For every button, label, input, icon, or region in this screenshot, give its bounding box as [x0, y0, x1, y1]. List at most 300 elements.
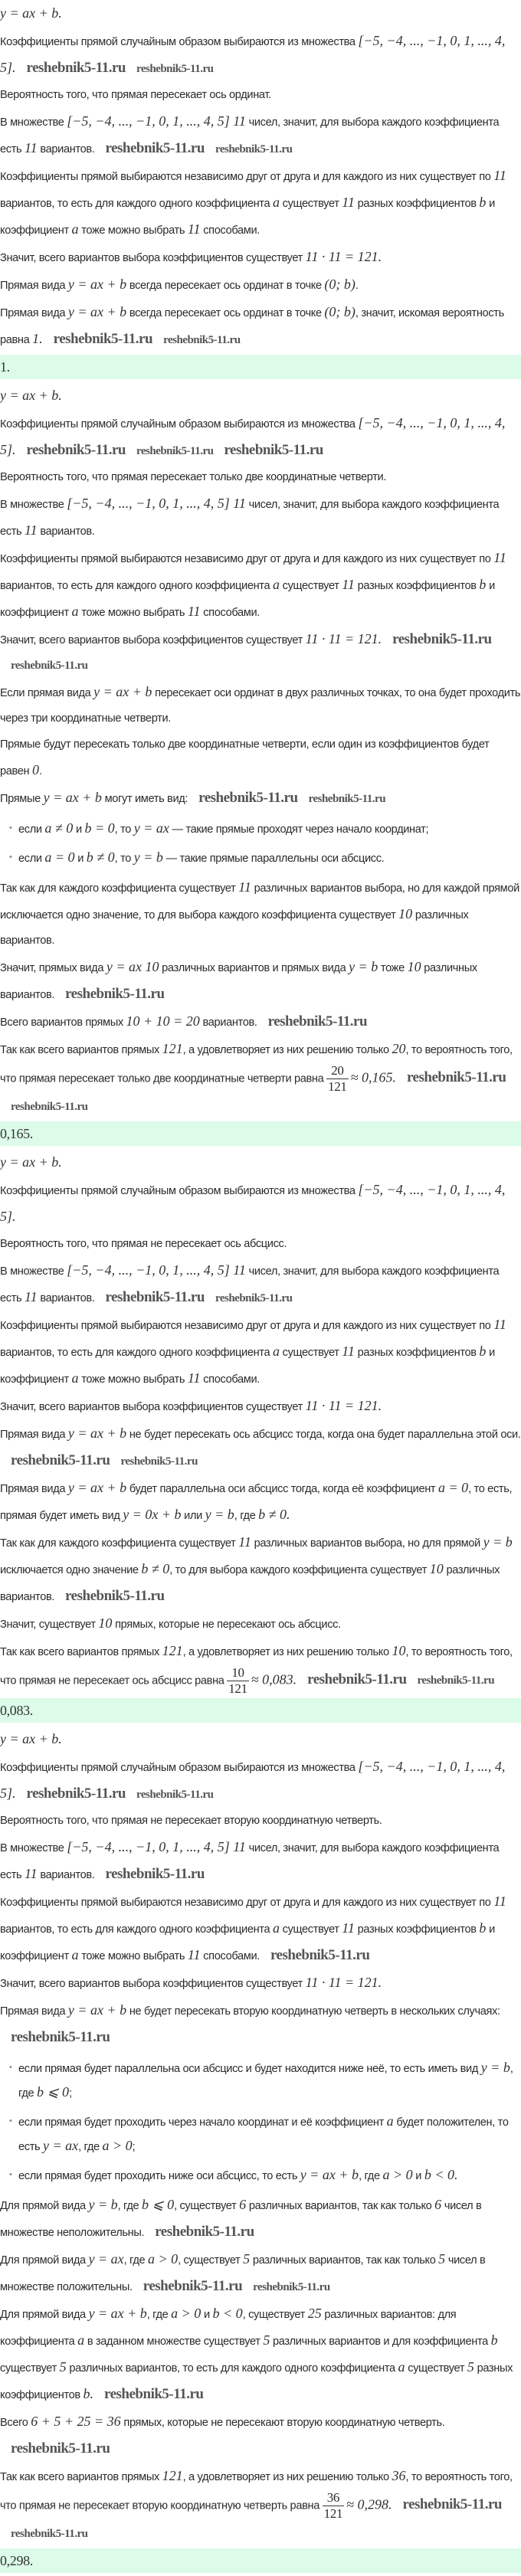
math-expression: y = b [88, 2197, 118, 2212]
math-expression: 1. [32, 331, 43, 346]
math-expression: b = 0 [84, 820, 115, 836]
text-run: Коэффициенты прямой случайным образом выбираются из множества [0, 36, 359, 48]
math-expression: 11 [342, 577, 355, 592]
text-run: будет положителен, то есть [18, 2116, 509, 2153]
text-run: если прямая будет проходить ниже оси абсцисс, то есть [18, 2170, 300, 2182]
text-run: чисел, значит, для выбора каждого коэффициента есть [0, 1842, 500, 1881]
math-expression: 5 [243, 2251, 251, 2267]
paragraph [0, 2463, 521, 2547]
math-expression: [−5, −4, ..., −1, 0, 1, ..., 4, 5] 11 [67, 1839, 246, 1854]
text-run: — такие прямые проходят через начало координат; [169, 823, 429, 836]
text-run: , где [18, 2063, 513, 2100]
math-expression: 10 [429, 1561, 444, 1576]
math-expression: [−5, −4, ..., −1, 0, 1, ..., 4, 5]. [0, 33, 506, 75]
math-expression: 11 [342, 1344, 355, 1359]
text-run: чисел, значит, для выбора каждого коэффициента есть [0, 116, 500, 155]
text-run: прямых, которые не пересекают ось абсцисс. [112, 1619, 341, 1631]
text-run: способами. [200, 1950, 260, 1962]
watermark: reshebnik5-11.ru [215, 143, 293, 155]
math-expression: a [71, 1370, 79, 1386]
paragraph [0, 1835, 521, 1888]
math-expression: 11 [238, 879, 251, 895]
math-expression: 11 [187, 604, 201, 619]
math-expression: b ≠ 0. [258, 1507, 290, 1522]
math-expression: y = ax + b [67, 1425, 127, 1441]
fraction-numerator: 20 [326, 1063, 348, 1079]
math-expression: y = 0x + b [123, 1507, 182, 1522]
text-run: Значит, прямых вида [0, 962, 106, 974]
text-run: , то вероятность того, что прямая пересекает только две координатные четверти равна [0, 1044, 513, 1085]
text-run: разных коэффициентов [354, 580, 480, 592]
text-run: могут иметь вид: [101, 793, 188, 805]
case-list-item [11, 846, 521, 870]
text-run: , значит, искомая вероятность равна [0, 307, 504, 346]
math-expression: a [71, 1947, 79, 1962]
text-run: тоже [378, 962, 408, 974]
paragraph [0, 465, 521, 490]
watermark: reshebnik5-11.ru [104, 2386, 204, 2402]
text-run: Прямые будут пересекать только две координатные четверти, если один из коэффициентов будет равен [0, 738, 490, 777]
text-run: если прямая будет проходить через начало координат и её коэффициент [18, 2116, 387, 2129]
text-run: различных вариантов выбора, но для прямой [251, 1537, 483, 1550]
math-expression: [−5, −4, ..., −1, 0, 1, ..., 4, 5] 11 [67, 113, 246, 129]
math-expression: y = b [480, 2060, 510, 2075]
math-expression: y = ax + b [67, 277, 127, 292]
math-expression: a [77, 2332, 85, 2348]
text-run: будет параллельна оси абсцисс тогда, когда её коэффициент [126, 1483, 438, 1495]
text-run: прямых, которые не пересекают вторую координатную четверть. [120, 2417, 445, 2429]
text-run: , то [114, 853, 134, 865]
text-run: , существует [174, 2200, 240, 2212]
paragraph [0, 411, 521, 464]
text-run: различных вариантов, так как только [246, 2200, 435, 2212]
text-run: существует [0, 2362, 60, 2375]
text-run: Вероятность того, что прямая не пересекает вторую координатную четверть. [0, 1815, 382, 1827]
math-expression: ≈ 0,083. [251, 1671, 297, 1687]
solution-section [0, 1726, 521, 2573]
text-run: Коэффициенты прямой случайным образом выбираются из множества [0, 1185, 359, 1197]
text-run: , то вероятность того, что прямая не пересекает ось абсцисс равна [0, 1646, 513, 1687]
answer-bar: 0,165. [0, 1121, 521, 1146]
watermark: reshebnik5-11.ru [143, 2278, 243, 2294]
watermark: reshebnik5-11.ru [224, 442, 323, 458]
text-run: Прямая вида [0, 1429, 68, 1441]
text-run: чисел, значит, для выбора каждого коэффициента есть [0, 499, 500, 538]
paragraph [0, 244, 521, 271]
text-run: В множестве [0, 499, 67, 511]
math-expression: b [479, 195, 487, 210]
text-run: различных вариантов выбора, но для каждой прямой исключается одно значение, то для выбора каждого коэффициента существует [0, 882, 519, 921]
math-expression: y = ax + b. [0, 388, 62, 403]
math-expression: a [386, 2113, 394, 2129]
text-run: , а удовлетворяет из них решению только [182, 1646, 392, 1658]
paragraph [0, 1258, 521, 1311]
text-run: если [18, 853, 45, 865]
text-run: тоже можно выбрать [78, 1373, 188, 1386]
text-run: чисел в множестве неположительны. [0, 2200, 482, 2239]
text-run: чисел в множестве положительны. [0, 2254, 486, 2293]
equation-line [0, 1149, 521, 1177]
math-expression: a > 0 [147, 2251, 179, 2267]
text-run: Коэффициенты прямой выбираются независимо друг от друга и для каждого из них существует по [0, 553, 494, 565]
text-run: , а удовлетворяет из них решению только [182, 2471, 392, 2483]
math-expression: y = b [349, 959, 378, 974]
watermark: reshebnik5-11.ru [253, 2281, 330, 2293]
watermark: reshebnik5-11.ru [11, 1452, 110, 1468]
text-run: тоже можно выбрать [78, 224, 188, 237]
text-run: В множестве [0, 1842, 67, 1854]
text-run: способами. [200, 1373, 260, 1386]
watermark: reshebnik5-11.ru [65, 1588, 165, 1604]
text-run: Значит, существует [0, 1619, 99, 1631]
text-run: существует [279, 1347, 342, 1359]
math-expression: y = b [133, 849, 163, 865]
text-run: Прямая вида [0, 1483, 68, 1495]
text-run: и коэффициент [0, 1347, 495, 1386]
math-expression: b [479, 577, 487, 592]
paragraph [0, 272, 521, 299]
math-expression: y = ax + b. [0, 1731, 62, 1746]
text-run: вариантов. [37, 1869, 95, 1881]
text-run: различных вариантов. [0, 962, 477, 1001]
fraction-numerator: 10 [227, 1665, 248, 1681]
text-run: Коэффициенты прямой случайным образом выбираются из множества [0, 1762, 359, 1774]
text-run: вариантов, то есть для каждого одного коэффициента [0, 1923, 273, 1936]
fraction [227, 1665, 248, 1697]
text-run: . [38, 765, 42, 777]
paragraph [0, 627, 521, 679]
paragraph [0, 2247, 521, 2300]
math-expression: b < 0 [212, 2306, 243, 2321]
watermark: reshebnik5-11.ru [105, 140, 205, 156]
watermark: reshebnik5-11.ru [392, 631, 492, 647]
math-expression: 10 [98, 1615, 113, 1631]
math-expression: b [479, 1920, 487, 1936]
text-run: и [201, 2309, 213, 2321]
math-expression: 6 [239, 2197, 247, 2212]
math-expression: b ≠ 0 [86, 849, 115, 865]
text-run: и коэффициент [0, 580, 495, 619]
watermark: reshebnik5-11.ru [136, 1789, 214, 1801]
watermark: reshebnik5-11.ru [136, 445, 214, 457]
text-run: различных вариантов, то есть для каждого одного коэффициента [66, 2362, 398, 2375]
text-run: , где [117, 2200, 142, 2212]
text-run: чисел, значит, для выбора каждого коэффициента есть [0, 1265, 500, 1304]
paragraph [0, 679, 521, 732]
text-run: ; [132, 2141, 136, 2153]
watermark: reshebnik5-11.ru [307, 1671, 407, 1688]
paragraph [0, 875, 521, 954]
equation-line [0, 0, 521, 28]
watermark: reshebnik5-11.ru [11, 2528, 88, 2540]
watermark: reshebnik5-11.ru [26, 60, 126, 76]
math-expression: 11 [25, 140, 38, 155]
text-run: Для прямой вида [0, 2254, 89, 2267]
text-run: , где [359, 2170, 383, 2182]
watermark: reshebnik5-11.ru [11, 1101, 88, 1113]
math-expression: y = ax + b [67, 304, 127, 319]
math-expression: [−5, −4, ..., −1, 0, 1, ..., 4, 5] 11 [67, 496, 246, 511]
text-run: тоже можно выбрать [78, 607, 188, 619]
case-list [0, 2056, 521, 2188]
text-run: всегда пересекает ось ординат в точке [126, 307, 325, 319]
paragraph [0, 1036, 521, 1120]
math-expression: a [272, 577, 280, 592]
math-expression: ≈ 0,165. [350, 1069, 396, 1085]
answer-bar: 0,083. [0, 1698, 521, 1723]
text-run: разных коэффициентов [0, 2362, 513, 2401]
fraction [323, 2490, 344, 2522]
math-expression: 10 [392, 1643, 406, 1658]
math-expression: b < 0. [424, 2167, 458, 2182]
text-run: , где [78, 2141, 103, 2153]
text-run: Вероятность того, что прямая не пересекает ось абсцисс. [0, 1238, 287, 1250]
watermark: reshebnik5-11.ru [155, 2224, 254, 2240]
math-expression: 0 [31, 762, 39, 777]
text-run: . [355, 280, 359, 292]
math-expression: 5 [438, 2251, 446, 2267]
math-expression: y = ax 10 [106, 959, 159, 974]
math-expression: [−5, −4, ..., −1, 0, 1, ..., 4, 5]. [0, 1182, 506, 1224]
text-run: , а удовлетворяет из них решению только [182, 1044, 392, 1056]
text-run: , то для выбора каждого коэффициента существует [169, 1564, 430, 1576]
math-expression: 11 [25, 1866, 38, 1881]
text-run: и [74, 853, 87, 865]
math-expression: 11 · 11 = 121. [305, 1975, 382, 1990]
math-expression: [−5, −4, ..., −1, 0, 1, ..., 4, 5]. [0, 415, 506, 457]
math-expression: y = ax + b [67, 1480, 127, 1495]
fraction-numerator: 36 [323, 2490, 344, 2506]
text-run: Так как для каждого коэффициента существует [0, 1537, 239, 1550]
text-run: Всего [0, 2417, 31, 2429]
fraction [326, 1063, 348, 1095]
text-run: различных вариантов и прямых вида [159, 962, 349, 974]
math-expression: [−5, −4, ..., −1, 0, 1, ..., 4, 5]. [0, 1759, 506, 1801]
text-run: Коэффициенты прямой выбираются независимо друг от друга и для каждого из них существует по [0, 171, 494, 183]
text-run: , то есть, прямая будет иметь вид [0, 1483, 513, 1522]
case-list-item [11, 2163, 521, 2188]
text-run: существует [405, 2362, 467, 2375]
text-run: Если прямая вида [0, 687, 94, 699]
watermark: reshebnik5-11.ru [105, 1289, 205, 1305]
text-run: тоже можно выбрать [78, 1950, 188, 1962]
watermark: reshebnik5-11.ru [215, 1292, 293, 1304]
paragraph [0, 491, 521, 545]
text-run: вариантов, то есть для каждого одного коэффициента [0, 198, 273, 210]
text-run: не будет пересекать ось абсцисс тогда, когда она будет параллельна этой оси. [126, 1429, 521, 1441]
paragraph [0, 2192, 521, 2246]
watermark: reshebnik5-11.ru [120, 1455, 198, 1468]
text-run: вариантов. [37, 1292, 95, 1304]
math-expression: b ⩽ 0 [141, 2197, 175, 2212]
math-expression: a [71, 221, 79, 237]
text-run: В множестве [0, 116, 67, 129]
math-expression: 11 · 11 = 121. [305, 631, 382, 646]
text-run: Прямые [0, 793, 44, 805]
text-run: Так как всего вариантов прямых [0, 2471, 162, 2483]
math-expression: b. [83, 2386, 94, 2401]
paragraph [0, 1393, 521, 1420]
math-expression: 5 [467, 2359, 474, 2375]
paragraph [0, 1475, 521, 1529]
text-run: Значит, всего вариантов выбора коэффициентов существует [0, 1401, 306, 1413]
math-expression: y = ax + b [300, 2167, 359, 2182]
paragraph [0, 109, 521, 162]
text-run: различных вариантов: для коэффициента [0, 2309, 457, 2348]
fraction-denominator: 121 [328, 1079, 347, 1094]
text-run: разных коэффициентов [354, 198, 480, 210]
paragraph [0, 83, 521, 108]
paragraph [0, 1638, 521, 1697]
case-list-item [11, 2110, 521, 2159]
math-expression: a = 0 [437, 1480, 469, 1495]
paragraph [0, 163, 521, 244]
math-expression: y = ax + b [88, 2306, 147, 2321]
text-run: и [412, 2170, 424, 2182]
math-expression: [−5, −4, ..., −1, 0, 1, ..., 4, 5] 11 [67, 1262, 246, 1278]
math-expression: 36 [392, 2468, 406, 2483]
math-expression: a > 0 [382, 2167, 413, 2182]
text-run: всегда пересекает ось ординат в точке [126, 280, 325, 292]
math-expression: 20 [392, 1041, 406, 1056]
text-run: исключается одно значение [0, 1564, 142, 1576]
math-expression: (0; b) [324, 277, 356, 292]
text-run: , где [234, 1510, 259, 1522]
math-expression: y = ax [43, 2138, 79, 2153]
text-run: и [73, 823, 85, 836]
paragraph [0, 1312, 521, 1393]
watermark: reshebnik5-11.ru [26, 1786, 126, 1802]
answer-bar: 1. [0, 355, 521, 379]
paragraph [0, 545, 521, 626]
text-run: или [181, 1510, 205, 1522]
text-run: вариантов. [37, 525, 95, 538]
text-run: Коэффициенты прямой случайным образом выбираются из множества [0, 418, 359, 430]
text-run: и коэффициент [0, 1923, 495, 1962]
watermark: reshebnik5-11.ru [198, 790, 298, 806]
paragraph [0, 1889, 521, 1969]
text-run: Так как всего вариантов прямых [0, 1646, 162, 1658]
watermark: reshebnik5-11.ru [270, 1947, 370, 1963]
math-expression: 11 [25, 522, 38, 538]
math-expression: b [479, 1344, 487, 1359]
text-run: разных коэффициентов [354, 1347, 480, 1359]
text-run: различных вариантов. [0, 909, 469, 947]
case-list-item [11, 2056, 521, 2105]
text-run: существует [279, 198, 342, 210]
text-run: , где [123, 2254, 148, 2267]
text-run: не будет пересекать вторую координатную четверть в нескольких случаях: [126, 2005, 500, 2018]
math-expression: y = ax [88, 2251, 124, 2267]
math-expression: (0; b) [324, 304, 356, 319]
text-run: вариантов, то есть для каждого одного коэффициента [0, 580, 273, 592]
math-expression: y = b [205, 1507, 234, 1522]
watermark: reshebnik5-11.ru [402, 2496, 502, 2513]
math-expression: 10 + 10 = 20 [126, 1013, 200, 1029]
math-expression: 10 [407, 959, 421, 974]
text-run: пересекает оси ординат в двух различных точках, то она будет проходить через три координатные четверти. [0, 687, 521, 725]
math-expression: y = ax + b [67, 2002, 127, 2018]
text-run: существует [279, 1923, 342, 1936]
paragraph [0, 1611, 521, 1638]
text-run: если прямая будет параллельна оси абсцисс и будет находится ниже неё, то есть иметь вид [18, 2063, 481, 2075]
case-list-item [11, 817, 521, 841]
math-expression: b [490, 2332, 498, 2348]
text-run: существует [279, 580, 342, 592]
text-run: , то [114, 823, 134, 836]
math-expression: 121 [162, 1041, 183, 1056]
math-expression: a = 0 [44, 849, 75, 865]
text-run: Коэффициенты прямой выбираются независимо друг от друга и для каждого из них существует по [0, 1320, 494, 1332]
math-expression: a > 0 [102, 2138, 133, 2153]
math-expression: b ≠ 0 [141, 1561, 170, 1576]
paragraph [0, 2409, 521, 2463]
paragraph [0, 299, 521, 353]
watermark: reshebnik5-11.ru [11, 2029, 110, 2045]
text-run: если [18, 823, 45, 836]
text-run: Коэффициенты прямой выбираются независимо друг от друга и для каждого из них существует по [0, 1897, 494, 1909]
math-expression: a [272, 1344, 280, 1359]
watermark: reshebnik5-11.ru [308, 793, 386, 805]
math-expression: 6 [434, 2197, 442, 2212]
math-expression: a > 0 [171, 2306, 202, 2321]
watermark: reshebnik5-11.ru [11, 2440, 110, 2457]
math-expression: a [71, 604, 79, 619]
paragraph [0, 1421, 521, 1475]
text-run: вариантов, то есть для каждого одного коэффициента [0, 1347, 273, 1359]
solution-section [0, 382, 521, 1146]
math-expression: 11 [342, 195, 355, 210]
math-expression: y = ax + b [43, 790, 102, 805]
paragraph [0, 1970, 521, 1997]
text-run: Так как всего вариантов прямых [0, 1044, 162, 1056]
text-run: Прямая вида [0, 2005, 68, 2018]
paragraph [0, 1530, 521, 1610]
math-expression: y = ax + b. [0, 5, 62, 21]
watermark: reshebnik5-11.ru [417, 1674, 495, 1687]
paragraph [0, 785, 521, 812]
math-expression: 11 [493, 1317, 506, 1332]
text-run: Вероятность того, что прямая пересекает ось ординат. [0, 89, 271, 101]
math-expression: 5 [263, 2332, 270, 2348]
text-run: различных вариантов. [0, 1564, 500, 1603]
watermark: reshebnik5-11.ru [136, 63, 214, 75]
math-expression: 11 [187, 1947, 201, 1962]
paragraph [0, 732, 521, 784]
text-run: и коэффициент [0, 198, 495, 237]
text-run: способами. [200, 224, 260, 237]
paragraph [0, 1754, 521, 1808]
math-expression: 121 [162, 1643, 183, 1658]
math-expression: a ≠ 0 [44, 820, 74, 836]
math-expression: a [272, 195, 280, 210]
text-run: Значит, всего вариантов выбора коэффициентов существует [0, 634, 306, 646]
watermark: reshebnik5-11.ru [406, 1069, 506, 1086]
math-expression: 5 [59, 2359, 67, 2375]
text-run: , то вероятность того, что прямая не пересекает вторую координатную четверть равна [0, 2471, 513, 2512]
text-run: вариантов. [199, 1016, 257, 1029]
watermark: reshebnik5-11.ru [65, 986, 165, 1002]
paragraph [0, 1998, 521, 2051]
text-run: Всего вариантов прямых [0, 1016, 126, 1029]
paragraph [0, 2301, 521, 2408]
text-run: разных коэффициентов [354, 1923, 480, 1936]
math-expression: 11 · 11 = 121. [305, 249, 382, 264]
text-run: Прямая вида [0, 280, 68, 292]
math-expression: y = ax + b [93, 684, 152, 699]
text-run: вариантов. [37, 143, 95, 155]
fraction-denominator: 121 [323, 2506, 343, 2521]
